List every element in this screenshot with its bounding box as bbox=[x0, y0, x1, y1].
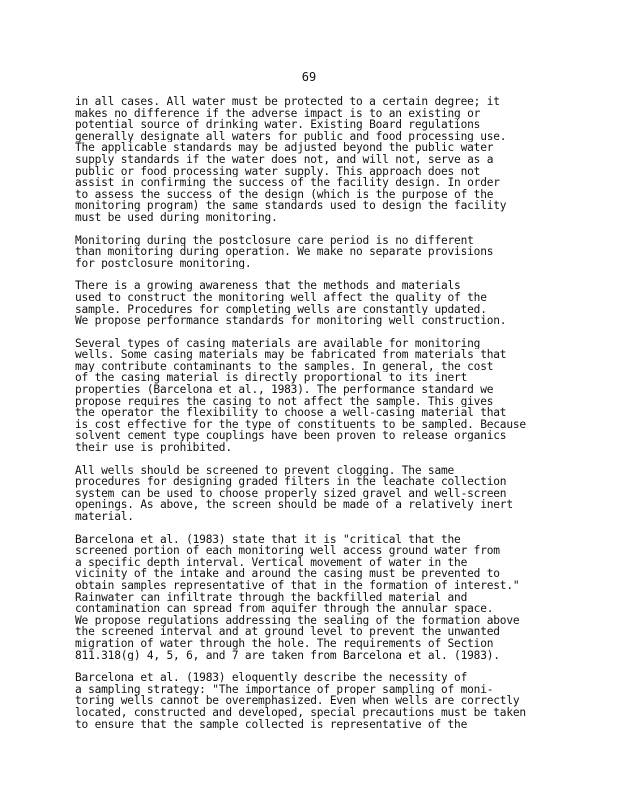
text-line: sample. Procedures for completing wells are constantly updated. bbox=[75, 303, 487, 316]
text-line: procedures for designing graded filters in the leachate collection bbox=[75, 476, 507, 488]
text-line: a specific depth interval. Vertical movement of water in the bbox=[75, 556, 468, 569]
text-line: solvent cement type couplings have been proven to release organics bbox=[75, 430, 507, 443]
text-line: 811.318(g) 4, 5, 6, and 7 are taken from Barcelona et al. (1983). bbox=[75, 649, 500, 662]
text-line: public or food processing water supply. This approach does not bbox=[75, 165, 481, 178]
paragraph bbox=[75, 280, 555, 326]
text-line: monitoring program) the same standards used to design the facility bbox=[75, 200, 507, 212]
text-line: of the casing material is directly proportional to its inert bbox=[75, 372, 468, 385]
text-line: to assess the success of the design (which is the purpose of the bbox=[75, 188, 494, 201]
text-line: wells. Some casing materials may be fabricated from materials that bbox=[75, 349, 507, 361]
text-line: toring wells cannot be overemphasized. Even when wells are correctly bbox=[75, 695, 520, 707]
text-line: Monitoring during the postclosure care period is no different bbox=[75, 234, 474, 247]
text-line: than monitoring during operation. We make no separate provisions bbox=[75, 246, 494, 258]
text-line: used to construct the monitoring well affect the quality of the bbox=[75, 291, 487, 304]
paragraph bbox=[75, 672, 555, 730]
text-line: Barcelona et al. (1983) state that it is "critical that the bbox=[75, 533, 461, 546]
text-line: screened portion of each monitoring well access ground water from bbox=[75, 545, 500, 557]
text-line: may contribute contaminants to the samples. In general, the cost bbox=[75, 360, 494, 373]
text-line: We propose regulations addressing the sealing of the formation above bbox=[75, 614, 520, 627]
text-line: generally designate all waters for public and food processing use. bbox=[75, 130, 507, 143]
text-line: assist in confirming the success of the facility design. In order bbox=[75, 177, 500, 189]
text-line: We propose performance standards for monitoring well construction. bbox=[75, 315, 507, 327]
body-text bbox=[75, 96, 555, 741]
text-line: a sampling strategy: "The importance of proper sampling of moni- bbox=[75, 683, 494, 696]
text-line: supply standards if the water does not, and will not, serve as a bbox=[75, 153, 494, 166]
text-line: properties (Barcelona et al., 1983). The performance standard we bbox=[75, 384, 494, 396]
text-line: There is a growing awareness that the methods and materials bbox=[75, 280, 461, 292]
text-line: to ensure that the sample collected is representative of the bbox=[75, 718, 468, 731]
page-number: 69 bbox=[301, 70, 317, 84]
paragraph bbox=[75, 465, 555, 523]
text-line: migration of water through the hole. The requirements of Section bbox=[75, 637, 494, 650]
text-line: their use is prohibited. bbox=[75, 442, 232, 454]
text-line: obtain samples representative of that in the formation of interest." bbox=[75, 579, 520, 592]
text-line: the screened interval and at ground level to prevent the unwanted bbox=[75, 626, 500, 638]
text-line: located, constructed and developed, special precautions must be taken bbox=[75, 706, 526, 719]
paragraph bbox=[75, 235, 555, 270]
text-line: Rainwater can infiltrate through the backfilled material and bbox=[75, 591, 468, 604]
text-line: in all cases. All water must be protected to a certain degree; it bbox=[75, 96, 500, 108]
text-line: makes no difference if the adverse impact is to an existing or bbox=[75, 107, 481, 120]
text-line: The applicable standards may be adjusted beyond the public water bbox=[75, 142, 494, 154]
paragraph bbox=[75, 534, 555, 662]
text-line: for postclosure monitoring. bbox=[75, 257, 252, 270]
text-line: contamination can spread from aquifer through the annular space. bbox=[75, 603, 494, 615]
paragraph bbox=[75, 96, 555, 224]
text-line: material. bbox=[75, 511, 134, 523]
text-line: must be used during monitoring. bbox=[75, 211, 278, 224]
paragraph bbox=[75, 338, 555, 454]
text-line: propose requires the casing to not affect the sample. This gives bbox=[75, 395, 494, 408]
text-line: vicinity of the intake and around the casing must be prevented to bbox=[75, 568, 500, 580]
text-line: system can be used to choose properly sized gravel and well-screen bbox=[75, 487, 507, 500]
text-line: potential source of drinking water. Existing Board regulations bbox=[75, 119, 481, 131]
text-line: openings. As above, the screen should be made of a relatively inert bbox=[75, 499, 513, 511]
text-line: is cost effective for the type of constituents to be sampled. Because bbox=[75, 418, 526, 431]
text-line: All wells should be screened to prevent clogging. The same bbox=[75, 464, 455, 477]
text-line: the operator the flexibility to choose a well-casing material that bbox=[75, 407, 507, 419]
text-line: Barcelona et al. (1983) eloquently describe the necessity of bbox=[75, 672, 468, 684]
text-line: Several types of casing materials are available for monitoring bbox=[75, 337, 481, 350]
